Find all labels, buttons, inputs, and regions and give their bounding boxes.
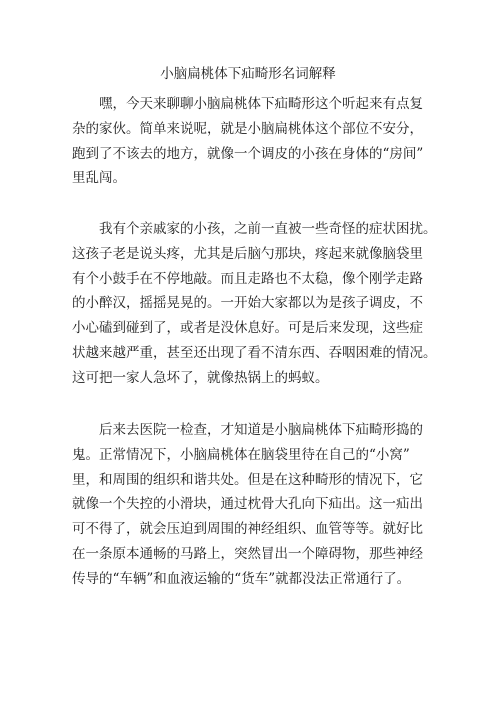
paragraph-line: 传导的“车辆”和血液运输的“货车”就都没法正常通行了。 xyxy=(72,570,411,587)
paragraph-relative-story xyxy=(72,217,452,391)
paragraph-line: 嘿，今天来聊聊小脑扁桃体下疝畸形这个听起来有点复 xyxy=(99,96,423,112)
paragraph-line: 在一条原本通畅的马路上，突然冒出一个障碍物，那些神经 xyxy=(72,545,423,562)
paragraph-line: 的小醉汉，摇摇晃晃的。一开始大家都以为是孩子调皮，不 xyxy=(72,295,423,312)
paragraph-line: 这孩子老是说头疼，尤其是后脑勺那块，疼起来就像脑袋里 xyxy=(72,245,423,262)
paragraph-line: 状越来越严重，甚至还出现了看不清东西、吞咽困难的情况。 xyxy=(72,344,437,361)
paragraph-line: 里，和周围的组织和谐共处。但是在这种畸形的情况下，它 xyxy=(72,471,423,488)
paragraph-line: 鬼。正常情况下，小脑扁桃体在脑袋里待在自己的“小窝” xyxy=(72,446,410,463)
document-title: 小脑扁桃体下疝畸形名词解释 xyxy=(160,66,336,82)
paragraph-line: 跑到了不该去的地方，就像一个调皮的小孩在身体的“房间” xyxy=(72,145,424,162)
paragraph-line: 杂的家伙。简单来说呢，就是小脑扁桃体这个部位不安分， xyxy=(72,120,423,137)
paragraph-line: 后来去医院一检查，才知道是小脑扁桃体下疝畸形捣的 xyxy=(99,422,423,438)
paragraph-line: 这可把一家人急坏了，就像热锅上的蚂蚁。 xyxy=(72,369,329,386)
paragraph-line: 里乱闯。 xyxy=(72,170,126,187)
paragraph-line: 我有个亲戚家的小孩，之前一直被一些奇怪的症状困扰。 xyxy=(99,221,437,237)
paragraph-line: 有个小鼓手在不停地敲。而且走路也不太稳，像个刚学走路 xyxy=(72,270,423,287)
paragraph-line: 就像一个失控的小滑块，通过枕骨大孔向下疝出。这一疝出 xyxy=(72,496,423,513)
paragraph-diagnosis xyxy=(72,418,452,592)
paragraph-intro xyxy=(72,92,452,191)
paragraph-line: 可不得了，就会压迫到周围的神经组织、血管等等。就好比 xyxy=(72,521,423,538)
paragraph-line: 小心磕到碰到了，或者是没休息好。可是后来发现，这些症 xyxy=(72,320,423,337)
